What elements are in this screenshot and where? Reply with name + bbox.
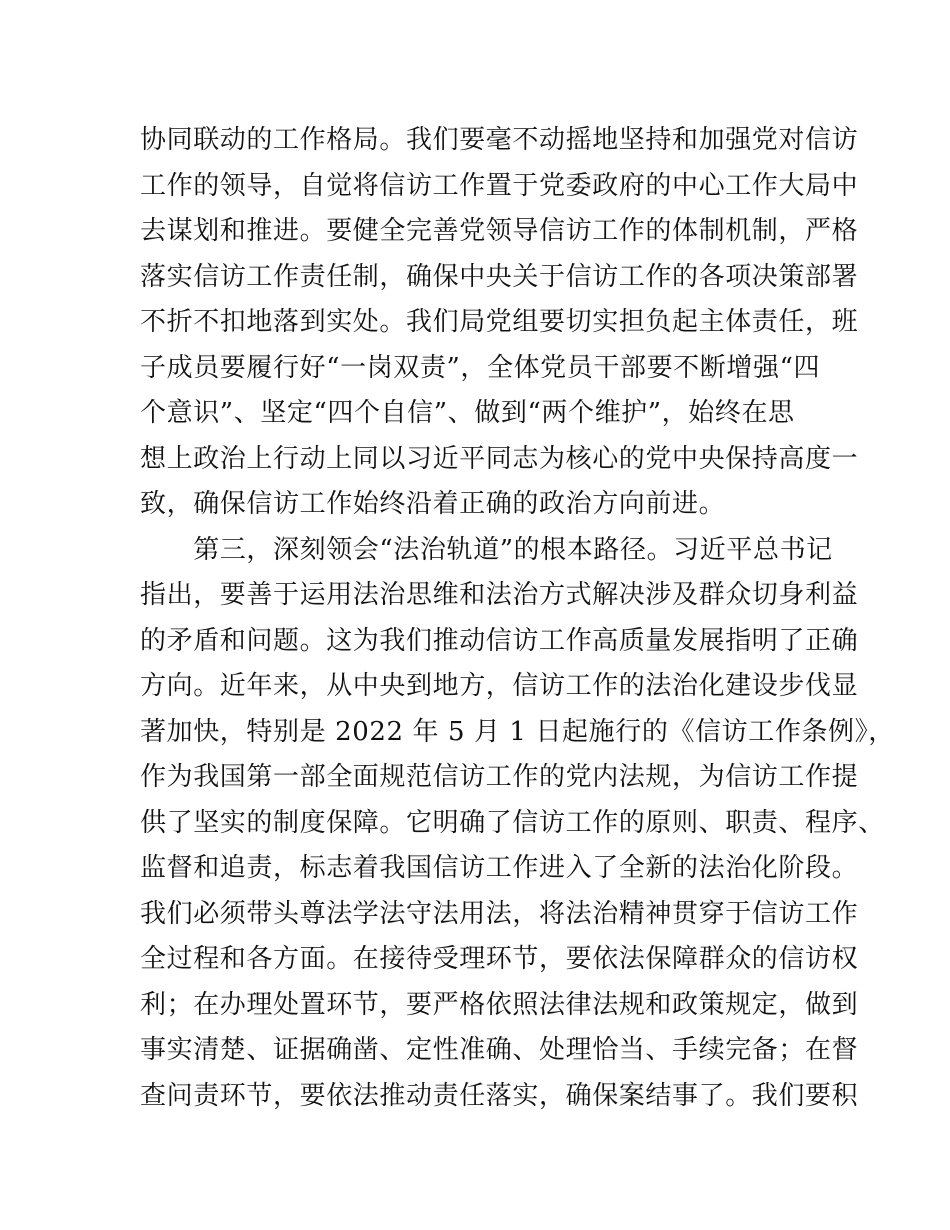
- text-line: 著加快，特别是 2022 年 5 月 1 日起施行的《信访工作条例》，: [140, 716, 895, 747]
- text-line: 的矛盾和问题。这为我们推动信访工作高质量发展指明了正确: [140, 625, 859, 656]
- text-line: 落实信访工作责任制，确保中央关于信访工作的各项决策部署: [140, 261, 859, 292]
- text-line: 作为我国第一部全面规范信访工作的党内法规，为信访工作提: [140, 762, 859, 792]
- body-text: [140, 118, 895, 1119]
- text-line: 供了坚实的制度保障。它明确了信访工作的原则、职责、程序、: [140, 807, 885, 838]
- text-line: 个意识”、坚定“四个自信”、做到“两个维护”，始终在思: [140, 398, 795, 428]
- text-line: 方向。近年来，从中央到地方，信访工作的法治化建设步伐显: [140, 671, 859, 701]
- text-line: 我们必须带头尊法学法守法用法，将法治精神贯穿于信访工作: [140, 898, 859, 929]
- text-line: 利；在办理处置环节，要严格依照法律法规和政策规定，做到: [140, 989, 859, 1020]
- text-line: 指出，要善于运用法治思维和法治方式解决涉及群众切身利益: [140, 580, 859, 610]
- text-line: 第三，深刻领会“法治轨道”的根本路径。习近平总书记: [140, 534, 833, 565]
- text-line: 去谋划和推进。要健全完善党领导信访工作的体制机制，严格: [140, 216, 859, 246]
- text-line: 工作的领导，自觉将信访工作置于党委政府的中心工作大局中: [140, 170, 859, 201]
- text-line: 协同联动的工作格局。我们要毫不动摇地坚持和加强党对信访: [140, 125, 859, 155]
- text-line: 致，确保信访工作始终沿着正确的政治方向前进。: [140, 489, 726, 519]
- text-line: 事实清楚、证据确凿、定性准确、处理恰当、手续完备；在督: [140, 1035, 859, 1065]
- text-line: 全过程和各方面。在接待受理环节，要依法保障群众的信访权: [140, 944, 859, 974]
- text-line: 子成员要履行好“一岗双责”，全体党员干部要不断增强“四: [140, 352, 821, 383]
- text-line: 监督和追责，标志着我国信访工作进入了全新的法治化阶段。: [140, 853, 859, 883]
- text-line: 不折不扣地落到实处。我们局党组要切实担负起主体责任，班: [140, 307, 859, 337]
- text-line: 查问责环节，要依法推动责任落实，确保案结事了。我们要积: [140, 1080, 859, 1111]
- text-line: 想上政治上行动上同以习近平同志为核心的党中央保持高度一: [140, 443, 859, 474]
